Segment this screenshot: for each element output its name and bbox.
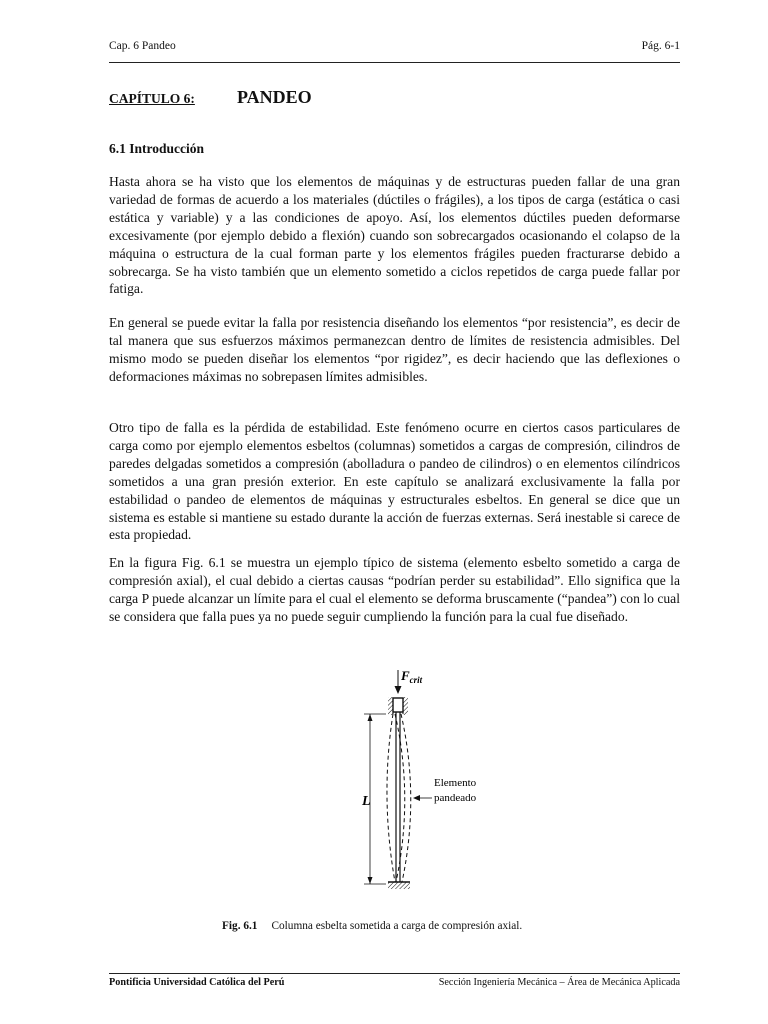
paragraph-1 [109, 173, 680, 298]
buckled-column-figure [340, 664, 520, 894]
page-header [109, 40, 680, 52]
annotation-line-2: pandeado [434, 792, 477, 804]
footer-university: Pontificia Universidad Católica del Perú [109, 977, 285, 988]
chapter-title: PANDEO [237, 87, 312, 107]
annotation-arrow [413, 795, 432, 801]
header-rule [109, 62, 680, 63]
paragraph-3 [109, 419, 680, 544]
force-label: $F_{crit}$ [401, 668, 423, 685]
footer-department: Sección Ingeniería Mecánica – Área de Mecánica Aplicada [438, 977, 680, 988]
chapter-heading [109, 87, 312, 108]
figure-caption [222, 920, 522, 932]
header-chapter: Cap. 6 Pandeo [109, 40, 176, 52]
buckled-shape [387, 714, 411, 882]
section-heading: 6.1 Introducción [109, 141, 205, 156]
annotation-line-1: Elemento [434, 777, 477, 789]
footer-rule [109, 973, 680, 974]
paragraph-text: En la figura Fig. 6.1 se muestra un ejemplo típico de sistema (elemento esbelto sometido a carga de compresión axial), el cual debido a ciertas causas “podrían perder su estabilidad”. Ello significa que la carga P puede alcanzar un límite para el cual el elemento se deforma bruscamente (“pandea”) con lo cual se considera que falla pues ya no puede seguir cumpliendo la función para la cual fue diseñado. [109, 555, 680, 624]
paragraph-text: Otro tipo de falla es la pérdida de estabilidad. Este fenómeno ocurre en ciertos casos particulares de carga como por ejemplo elementos esbeltos (columnas) sometidos a cargas de compresión, cilindros de paredes delgadas sometidos a compresión (abolladura o pandeo de cilindros) o en elementos cilíndricos sometidos a una gran presión exterior. En este capítulo se analizará exclusivamente la falla por estabilidad o pandeo de elementos de máquinas y estructurales esbeltos. En general se dice que un sistema es estable si mantiene su estado durante la acción de fuerzas externas. Será inestable si carece de esta propiedad. [109, 420, 680, 543]
caption-label: Fig. 6.1 [222, 920, 258, 932]
paragraph-2 [109, 314, 680, 386]
header-page-number: Pág. 6-1 [641, 40, 680, 52]
caption-text: Columna esbelta sometida a carga de compresión axial. [271, 920, 523, 932]
page-footer [109, 977, 680, 988]
chapter-number: CAPÍTULO 6: [109, 91, 195, 106]
paragraph-text: Hasta ahora se ha visto que los elementos de máquinas y de estructuras pueden fallar de una gran variedad de formas de acuerdo a los materiales (dúctiles o frágiles), a los tipos de carga (estática o casi estática y variable) y a las condiciones de apoyo. Así, los elementos dúctiles pueden deformarse excesivamente (por ejemplo debido a flexión) cuando son sobrecargados ocasionando el colapso de la máquina o estructura de la cual forman parte y los elementos frágiles pueden fracturarse debido a sobrecarga. Se ha visto también que un elemento sometido a ciclos repetidos de carga puede fallar por fatiga. [109, 174, 680, 297]
paragraph-text: En general se puede evitar la falla por resistencia diseñando los elementos “por resistencia”, es decir de tal manera que sus esfuerzos máximos permanezcan dentro de límites de resistencia admisibles. Del mismo modo se pueden diseñar los elementos “por rigidez”, es decir haciendo que las deflexiones o deformaciones máximas no sobrepasen límites admisibles. [109, 315, 680, 384]
length-label: L [362, 794, 371, 809]
paragraph-4 [109, 554, 680, 626]
bottom-support [388, 882, 410, 889]
top-support [388, 697, 408, 715]
